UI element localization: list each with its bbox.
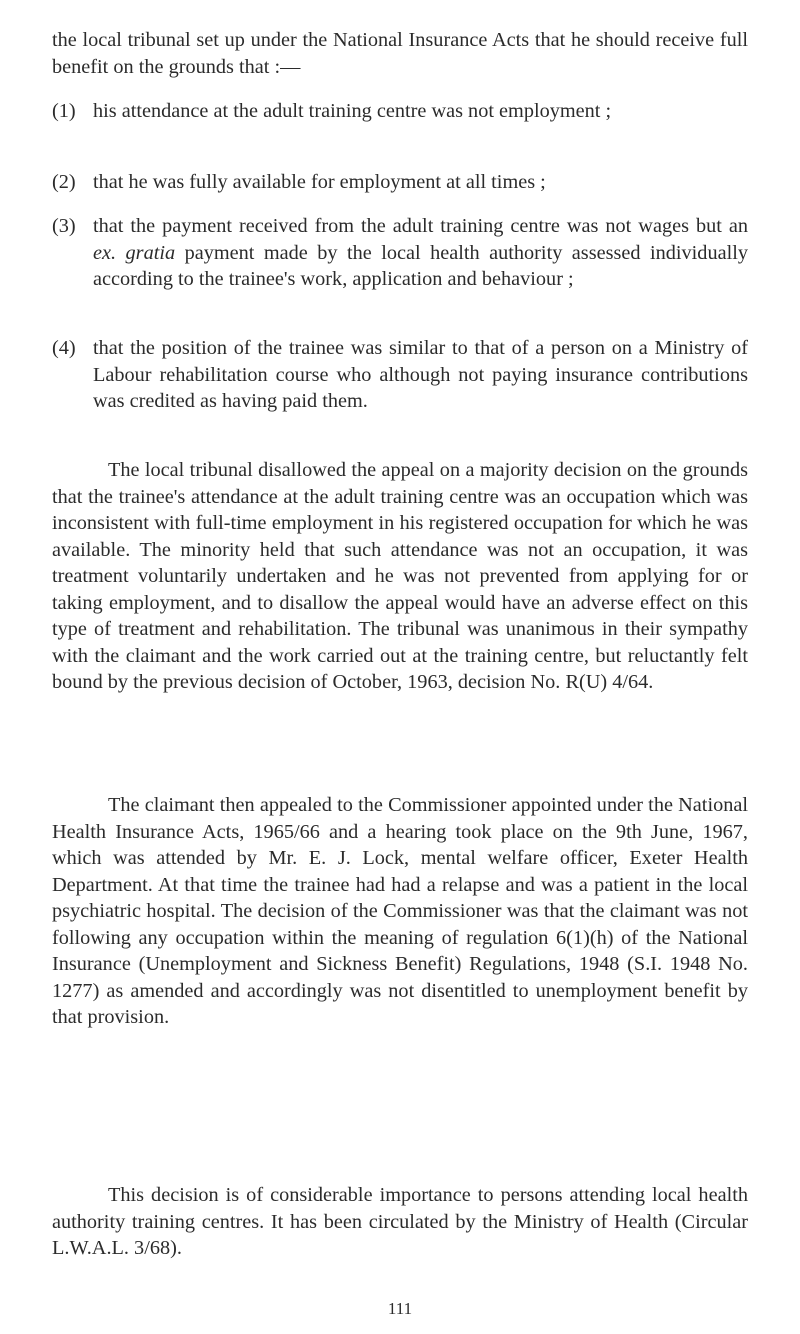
ground-number: (2) <box>52 171 76 193</box>
ground-item-3 <box>52 213 748 293</box>
ground-text-before: that the payment received from the adult training centre was not wages but an <box>93 215 748 237</box>
ground-item-1 <box>52 98 748 125</box>
body-paragraph-3: This decision is of considerable importance to persons attending local health authority training centres. It has been circulated by the Ministry of Health (Circular L.W.A.L. 3/68). <box>52 1184 748 1259</box>
ground-text-italic: ex. gratia <box>93 241 176 264</box>
ground-text: that he was fully available for employment at all times ; <box>93 171 546 193</box>
page-number: 111 <box>387 1299 413 1318</box>
body-paragraph-2: The claimant then appealed to the Commissioner appointed under the National Health Insurance Acts, 1965/66 and a hearing took place on the 9th June, 1967, which was attended by Mr. E. J. Lock, mental welfare officer, Exeter Health Department. At that time the trainee had had a relapse and was a patient in the local psychiatric hospital. The decision of the Commissioner was that the claimant was not following any occupation within the meaning of regulation 6(1)(h) of the National Insurance (Unemployment and Sickness Benefit) Regulations, 1948 (S.I. 1948 No. 1277) as amended and accordingly was not disentitled to unemployment benefit by that provision. <box>52 794 748 1028</box>
intro-paragraph: the local tribunal set up under the National Insurance Acts that he should receive full benefit on the grounds that :— <box>52 29 748 78</box>
ground-item-4 <box>52 335 748 415</box>
body-paragraph-1: The local tribunal disallowed the appeal on a majority decision on the grounds that the trainee's attendance at the adult training centre was an occupation which was inconsistent with full-time employment in his registered occupation for which he was available. The minority held that such attendance was not an occupation, it was treatment voluntarily undertaken and he was not prevented from applying for or taking employment, and to disallow the appeal would have an adverse effect on this type of treatment and rehabilitation. The tribunal was unanimous in their sympathy with the claimant and the work carried out at the training centre, but reluctantly felt bound by the previous decision of October, 1963, decision No. R(U) 4/64. <box>52 459 748 693</box>
ground-number: (4) <box>52 337 76 359</box>
ground-text: his attendance at the adult training centre was not employment ; <box>93 100 612 122</box>
ground-text: that the position of the trainee was similar to that of a person on a Ministry of Labour rehabilitation course who although not paying insurance contributions was credited as having paid them. <box>93 337 748 412</box>
ground-number: (1) <box>52 100 76 122</box>
ground-text <box>93 213 748 293</box>
ground-text-after: payment made by the local health authority assessed individually according to the trainee's work, application and behaviour ; <box>93 241 748 290</box>
ground-number: (3) <box>52 215 76 237</box>
ground-item-2 <box>52 169 748 196</box>
